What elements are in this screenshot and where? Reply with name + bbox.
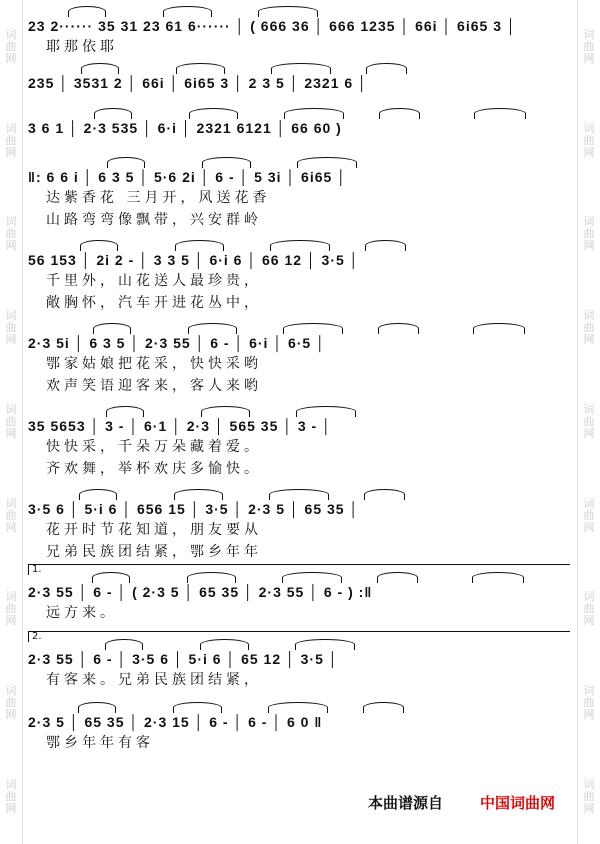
note-line	[28, 106, 570, 138]
note-text: 35 5653 │ 3 - │ 6·1 │ 2·3 │ 565 35 │ 3 - │	[28, 418, 332, 434]
watermark-char: 网	[583, 333, 595, 347]
watermark-char: 网	[583, 426, 595, 440]
watermark-char: 网	[5, 145, 17, 159]
lyric-verse-1: 鄂乡年年有客	[46, 735, 154, 751]
note-text: 235 │ 3531 2 │ 66i │ 6i65 3 │ 2 3 5 │ 2321 6 │	[28, 75, 368, 91]
score-system	[28, 4, 570, 56]
slur-mark	[175, 240, 224, 251]
note-line	[28, 570, 570, 602]
watermark-char: 网	[5, 333, 17, 347]
slur-mark	[295, 639, 355, 650]
note-text: 2·3 5i │ 6 3 5 │ 2·3 55 │ 6 - │ 6·i │ 6·5 │	[28, 335, 326, 351]
right-watermark-strip	[577, 0, 600, 844]
watermark-char: 网	[583, 520, 595, 534]
watermark-group	[6, 498, 17, 534]
lyric-verse-2: 齐欢舞，举杯欢庆多愉快。	[46, 461, 262, 477]
score-system	[28, 404, 570, 482]
lyric-verse-2: 敞胸怀，汽车开进花丛中，	[46, 295, 262, 311]
watermark-char: 曲	[5, 602, 17, 616]
note-text: 56 153 │ 2i 2 - │ 3 3 5 │ 6·i 6 │ 66 12 │ 3·5 │	[28, 252, 360, 268]
score-system	[28, 487, 570, 565]
watermark-char: 曲	[5, 508, 17, 522]
slur-mark	[92, 572, 130, 583]
slur-mark	[270, 240, 330, 251]
watermark-char: 网	[583, 51, 595, 65]
slur-mark	[80, 240, 118, 251]
slur-mark	[94, 108, 132, 119]
watermark-group	[6, 685, 17, 721]
watermark-char: 词	[583, 402, 595, 416]
watermark-char: 词	[583, 27, 595, 41]
slur-mark	[365, 240, 406, 251]
note-text: 2·3 5 │ 65 35 │ 2·3 15 │ 6 - │ 6 - │ 6 0 ‖	[28, 714, 323, 730]
slur-mark	[271, 63, 331, 74]
note-text: 23 2······ 35 31 23 61 6······ │ ( 666 36 │ 666 1235 │ 66i │ 6i65 3 │	[28, 18, 517, 34]
watermark-group	[6, 779, 17, 815]
watermark-char: 曲	[583, 696, 595, 710]
slur-mark	[283, 323, 343, 334]
watermark-char: 曲	[5, 227, 17, 241]
watermark-char: 网	[5, 426, 17, 440]
note-text: 3·5 6 │ 5·i 6 │ 656 15 │ 3·5 │ 2·3 5 │ 65 35 │	[28, 501, 360, 517]
slur-mark	[68, 6, 106, 17]
watermark-char: 网	[5, 708, 17, 722]
watermark-group	[584, 498, 595, 534]
slur-mark	[474, 108, 526, 119]
watermark-char: 词	[5, 778, 17, 791]
note-text: 3 6 1 │ 2·3 535 │ 6·i │ 2321 6121 │ 66 60 )	[28, 120, 342, 136]
watermark-char: 曲	[5, 133, 17, 147]
score-system	[28, 61, 570, 101]
watermark-char: 网	[583, 802, 595, 815]
slur-mark	[377, 572, 418, 583]
volta-bracket: 2.	[28, 631, 570, 642]
watermark-group	[6, 591, 17, 627]
watermark-char: 曲	[583, 133, 595, 147]
slur-mark	[202, 157, 251, 168]
note-text: 2·3 55 │ 6 - │ 3·5 6 │ 5·i 6 │ 65 12 │ 3·5 │	[28, 651, 339, 667]
watermark-char: 词	[5, 215, 17, 229]
watermark-group	[6, 310, 17, 346]
score-system	[28, 106, 570, 150]
note-text: 2·3 55 │ 6 - │ ( 2·3 5 │ 65 35 │ 2·3 55 │ 6 - ) :‖	[28, 584, 373, 600]
note-line	[28, 321, 570, 353]
slur-mark	[269, 489, 329, 500]
watermark-group	[584, 404, 595, 440]
watermark-group	[584, 29, 595, 65]
watermark-char: 词	[5, 27, 17, 41]
watermark-group	[584, 310, 595, 346]
watermark-char: 词	[5, 309, 17, 323]
lyric-verse-1: 快快采，千朵万朵藏着爱。	[46, 439, 262, 455]
watermark-group	[6, 29, 17, 65]
slur-mark	[201, 406, 250, 417]
note-line	[28, 61, 570, 93]
note-line	[28, 404, 570, 436]
lyric-verse-1: 耶那依耶	[46, 39, 118, 55]
watermark-group	[584, 216, 595, 252]
watermark-char: 词	[5, 590, 17, 604]
slur-mark	[188, 323, 237, 334]
watermark-group	[584, 123, 595, 159]
watermark-char: 曲	[5, 39, 17, 53]
volta-bracket: 1.	[28, 564, 570, 575]
lyric-verse-2: 欢声笑语迎客来，客人来哟	[46, 378, 262, 394]
slur-mark	[363, 702, 404, 713]
slur-mark	[79, 489, 117, 500]
watermark-char: 曲	[583, 414, 595, 428]
watermark-char: 曲	[5, 790, 17, 803]
watermark-char: 词	[5, 684, 17, 698]
watermark-char: 网	[583, 708, 595, 722]
watermark-group	[584, 591, 595, 627]
slur-mark	[187, 572, 236, 583]
slur-mark	[284, 108, 344, 119]
slur-mark	[107, 157, 145, 168]
slur-mark	[173, 702, 222, 713]
lyric-verse-2: 兄弟民族团结紧，鄂乡年年	[46, 544, 262, 560]
slur-mark	[472, 572, 524, 583]
watermark-char: 词	[583, 684, 595, 698]
slur-mark	[189, 108, 238, 119]
watermark-char: 词	[583, 496, 595, 510]
watermark-char: 曲	[5, 414, 17, 428]
lyric-verse-1: 达紫香花 三月开，风送花香	[46, 190, 271, 206]
watermark-char: 词	[5, 121, 17, 135]
slur-mark	[364, 489, 405, 500]
slur-mark	[366, 63, 407, 74]
watermark-char: 词	[583, 590, 595, 604]
watermark-group	[6, 216, 17, 252]
score-system	[28, 700, 570, 756]
watermark-char: 曲	[5, 696, 17, 710]
slur-mark	[81, 63, 119, 74]
left-watermark-strip	[0, 0, 23, 844]
lyric-verse-2: 山路弯弯像飘带，兴安群岭	[46, 212, 262, 228]
watermark-char: 网	[583, 239, 595, 253]
slur-mark	[163, 6, 212, 17]
watermark-char: 词	[583, 215, 595, 229]
note-text: ‖: 6 6 i │ 6 3 5 │ 5·6 2i │ 6 - │ 5 3i │ 6i65 │	[28, 169, 347, 185]
watermark-char: 网	[5, 520, 17, 534]
slur-mark	[200, 639, 249, 650]
watermark-group	[584, 685, 595, 721]
watermark-char: 词	[583, 121, 595, 135]
slur-mark	[105, 639, 143, 650]
watermark-char: 网	[5, 51, 17, 65]
watermark-char: 词	[5, 496, 17, 510]
note-line	[28, 238, 570, 270]
score-system	[28, 564, 570, 632]
watermark-group	[6, 404, 17, 440]
slur-mark	[282, 572, 342, 583]
watermark-char: 词	[583, 778, 595, 791]
slur-mark	[258, 6, 318, 17]
watermark-char: 网	[5, 614, 17, 628]
watermark-char: 词	[5, 402, 17, 416]
slur-mark	[297, 157, 357, 168]
watermark-char: 词	[583, 309, 595, 323]
watermark-char: 曲	[583, 227, 595, 241]
slur-mark	[378, 323, 419, 334]
slur-mark	[106, 406, 144, 417]
score-system	[28, 631, 570, 695]
watermark-char: 曲	[583, 790, 595, 803]
lyric-verse-1: 远方来。	[46, 605, 118, 621]
note-line	[28, 487, 570, 519]
jianpu-score	[28, 4, 570, 761]
source-note: 本曲谱源自	[368, 794, 444, 812]
slur-mark	[473, 323, 525, 334]
watermark-char: 曲	[583, 508, 595, 522]
watermark-char: 曲	[583, 602, 595, 616]
site-name: 中国词曲网	[480, 794, 556, 812]
watermark-group	[6, 123, 17, 159]
watermark-char: 网	[583, 145, 595, 159]
slur-mark	[93, 323, 131, 334]
watermark-char: 曲	[5, 321, 17, 335]
watermark-char: 网	[5, 802, 17, 815]
note-line	[28, 700, 570, 732]
slur-mark	[379, 108, 420, 119]
score-system	[28, 155, 570, 233]
slur-mark	[268, 702, 328, 713]
note-line	[28, 155, 570, 187]
slur-mark	[176, 63, 225, 74]
watermark-char: 网	[5, 239, 17, 253]
score-system	[28, 321, 570, 399]
lyric-verse-1: 花开时节花知道，朋友要从	[46, 522, 262, 538]
lyric-verse-1: 鄂家姑娘把花采，快快采哟	[46, 356, 262, 372]
score-system	[28, 238, 570, 316]
watermark-char: 网	[583, 614, 595, 628]
note-line	[28, 4, 570, 36]
slur-mark	[78, 702, 116, 713]
watermark-char: 曲	[583, 39, 595, 53]
slur-mark	[296, 406, 356, 417]
watermark-group	[584, 779, 595, 815]
note-line	[28, 637, 570, 669]
lyric-verse-1: 千里外，山花送人最珍贵，	[46, 273, 262, 289]
slur-mark	[174, 489, 223, 500]
lyric-verse-1: 有客来。兄弟民族团结紧，	[46, 672, 262, 688]
watermark-char: 曲	[583, 321, 595, 335]
